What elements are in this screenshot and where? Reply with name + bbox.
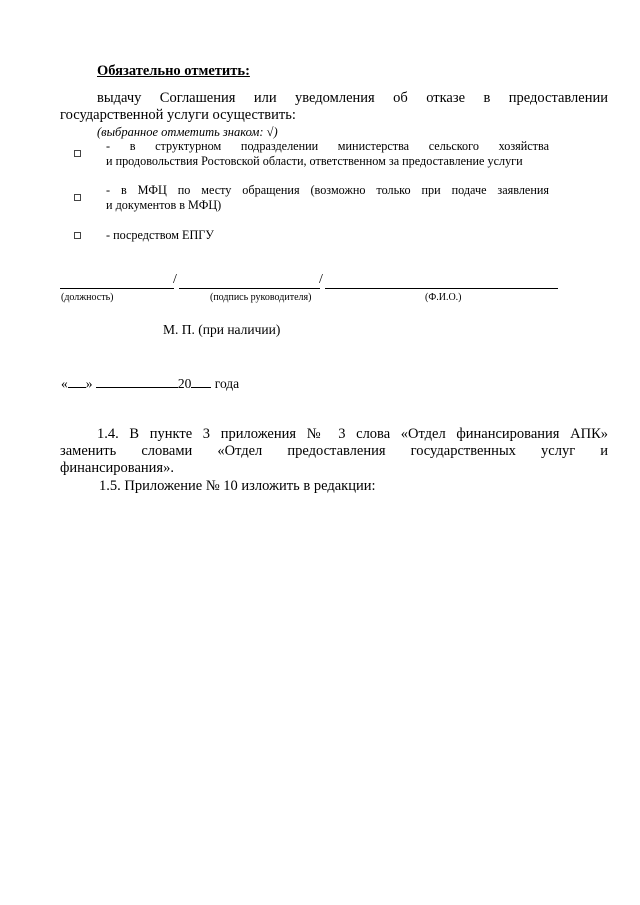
section-heading: Обязательно отметить: — [97, 63, 250, 79]
date-close-quote: » — [85, 376, 93, 391]
position-signature-line — [60, 288, 174, 289]
month-blank — [96, 376, 178, 388]
caption-position: (должность) — [61, 292, 114, 303]
year-blank — [191, 376, 211, 388]
day-blank — [68, 376, 86, 388]
option-1-line-2: и продовольствия Ростовской области, ответственном за предоставление услуги — [106, 154, 523, 168]
option-checkbox-epgu[interactable] — [74, 232, 81, 239]
signature-separator-2: / — [319, 272, 323, 287]
selection-note: (выбранное отметить знаком: √) — [97, 125, 278, 139]
stamp-label: М. П. (при наличии) — [163, 322, 281, 337]
amendment-1-4-line-2: заменить словами «Отдел предоставления государственных услуг и — [60, 443, 608, 459]
option-2-line-1: - в МФЦ по месту обращения (возможно только при подаче заявления — [106, 183, 549, 197]
full-name-signature-line — [325, 288, 558, 289]
option-checkbox-mfc[interactable] — [74, 194, 81, 201]
amendment-1-4-line-1: 1.4. В пункте 3 приложения № 3 слова «Отдел финансирования АПК» — [97, 426, 608, 442]
head-signature-line — [179, 288, 320, 289]
intro-line-1: выдачу Соглашения или уведомления об отказе в предоставлении — [97, 90, 608, 106]
intro-line-2: государственной услуги осуществить: — [60, 107, 296, 123]
amendment-1-5: 1.5. Приложение № 10 изложить в редакции: — [99, 478, 376, 494]
option-1-line-1: - в структурном подразделении министерства сельского хозяйства — [106, 139, 549, 153]
caption-signature: (подпись руководителя) — [210, 292, 312, 303]
caption-full-name: (Ф.И.О.) — [425, 292, 462, 303]
year-prefix: 20 — [177, 376, 192, 391]
date-open-quote: « — [61, 376, 68, 391]
amendment-1-4-line-3: финансирования». — [60, 460, 174, 476]
date-line — [61, 376, 239, 392]
option-2-line-2: и документов в МФЦ) — [106, 198, 222, 212]
option-checkbox-structural-division[interactable] — [74, 150, 81, 157]
year-suffix: года — [214, 376, 240, 391]
signature-separator-1: / — [173, 272, 177, 287]
option-3-line-1: - посредством ЕПГУ — [106, 228, 214, 242]
